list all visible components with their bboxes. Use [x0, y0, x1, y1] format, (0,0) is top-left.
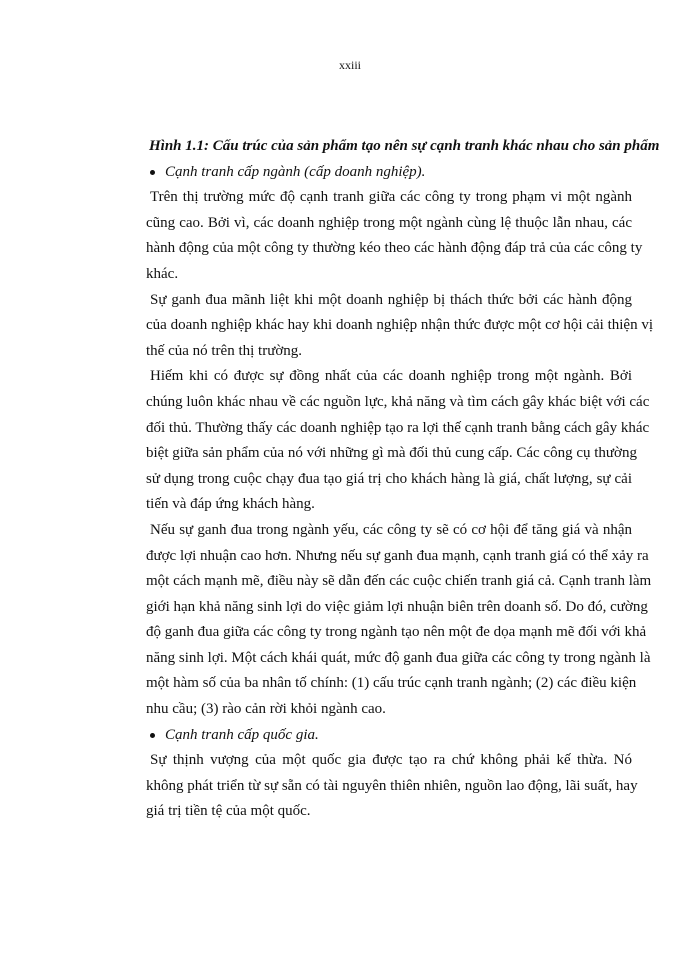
text-line: Hiếm khi có được sự đồng nhất của các doanh nghiệp trong một ngành. Bởi: [150, 368, 632, 385]
text-line: Sự ganh đua mãnh liệt khi một doanh nghiệp bị thách thức bởi các hành động: [150, 291, 632, 308]
text-line: của doanh nghiệp khác hay khi doanh nghiệp nhận thức được một cơ hội cải thiện vị: [146, 317, 653, 334]
text-line: một hàm số của ba nhân tố chính: (1) cấu trúc cạnh tranh ngành; (2) các điều kiện: [146, 675, 637, 692]
text-line: tiến và đáp ứng khách hàng.: [146, 496, 315, 513]
text-line: được lợi nhuận cao hơn. Nhưng nếu sự ganh đua mạnh, cạnh tranh giá có thể xảy ra: [146, 547, 649, 564]
paragraph: [146, 748, 638, 825]
text-line: năng sinh lợi. Một cách khái quát, mức độ ganh đua giữa các công ty trong ngành là: [146, 649, 651, 666]
text-line: khác.: [146, 265, 179, 282]
page-number: xxiii: [338, 58, 361, 72]
bullet-heading-industry: [146, 160, 632, 186]
text-line: Nếu sự ganh đua trong ngành yếu, các công ty sẽ có cơ hội để tăng giá và nhận: [150, 521, 632, 538]
document-body: [146, 134, 660, 825]
bullet-heading-national: [146, 723, 632, 749]
text-line: một cách mạnh mẽ, điều này sẽ dẫn đến các cuộc chiến tranh giá cả. Cạnh tranh làm: [146, 573, 652, 590]
text-line: giá trị tiền tệ của một quốc.: [146, 803, 311, 820]
bullet-icon: [150, 733, 155, 738]
text-line: biệt giữa sản phẩm của nó với những gì mà đối thủ cung cấp. Các công cụ thường: [146, 445, 637, 462]
paragraph: [146, 185, 643, 287]
text-line: Trên thị trường mức độ cạnh tranh giữa các công ty trong phạm vi một ngành: [150, 189, 632, 206]
bullet-text: Cạnh tranh cấp quốc gia.: [165, 726, 319, 743]
text-line: chúng luôn khác nhau về các nguồn lực, khả năng và tìm cách gây khác biệt với các: [146, 393, 650, 410]
paragraph: [146, 288, 653, 365]
text-line: cũng cao. Bởi vì, các doanh nghiệp trong một ngành cùng lệ thuộc lẫn nhau, các: [146, 214, 632, 231]
text-line: thế của nó trên thị trường.: [146, 342, 303, 359]
text-line: độ ganh đua giữa các công ty trong ngành tạo nên một đe dọa mạnh mẽ đối với khả: [146, 624, 647, 641]
text-line: hành động của một công ty thường kéo theo các hành động đáp trả của các công ty: [146, 240, 643, 257]
bullet-text: Cạnh tranh cấp ngành (cấp doanh nghiệp).: [165, 163, 426, 180]
text-line: Sự thịnh vượng của một quốc gia được tạo ra chứ không phải kế thừa. Nó: [150, 752, 632, 769]
bullet-icon: [150, 170, 155, 175]
text-line: đối thủ. Thường thấy các doanh nghiệp tạo ra lợi thế cạnh tranh bằng cách gây khác: [146, 419, 650, 436]
text-line: giới hạn khả năng sinh lợi do việc giảm lợi nhuận biên trên doanh số. Do đó, cường: [146, 598, 648, 615]
paragraph: [146, 364, 650, 518]
paragraph: [146, 518, 652, 723]
text-line: nhu cầu; (3) rào cản rời khỏi ngành cao.: [146, 701, 386, 718]
text-line: không phát triển từ sự sẵn có tài nguyên thiên nhiên, nguồn lao động, lãi suất, hay: [146, 777, 638, 794]
figure-caption: Hình 1.1: Cấu trúc của sản phẩm tạo nên sự cạnh tranh khác nhau cho sản phẩm: [149, 138, 660, 154]
text-line: sử dụng trong cuộc chạy đua tạo giá trị cho khách hàng là giá, chất lượng, sự cải: [146, 470, 632, 487]
